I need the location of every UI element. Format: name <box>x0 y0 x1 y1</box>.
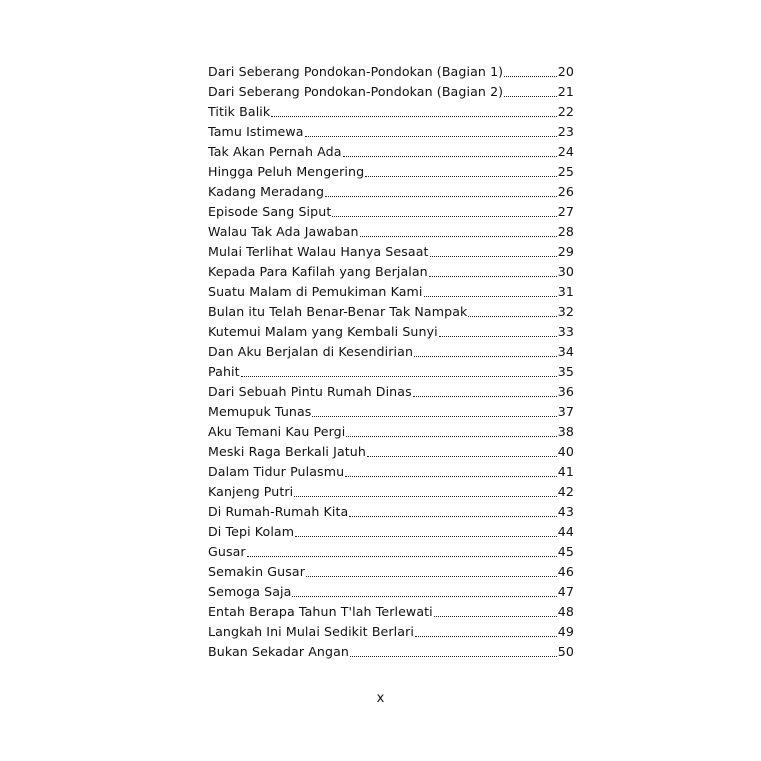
toc-entry <box>208 102 574 122</box>
toc-entry-page-number: 35 <box>557 364 574 379</box>
toc-entry-page-number: 37 <box>557 404 574 419</box>
toc-entry-page-number: 50 <box>557 644 574 659</box>
toc-entry <box>208 322 574 342</box>
dot-leader <box>306 575 557 577</box>
toc-entry <box>208 382 574 402</box>
toc-entry-title: Kepada Para Kafilah yang Berjalan <box>208 264 428 279</box>
toc-entry-title: Dalam Tidur Pulasmu <box>208 464 345 479</box>
dot-leader <box>414 355 557 357</box>
toc-entry-title: Langkah Ini Mulai Sedikit Berlari <box>208 624 414 639</box>
toc-entry-title: Bulan itu Telah Benar-Benar Tak Nampak <box>208 304 468 319</box>
dot-leader <box>439 335 557 337</box>
toc-entry <box>208 542 574 562</box>
toc-entry-page-number: 20 <box>557 64 574 79</box>
toc-entry <box>208 482 574 502</box>
dot-leader <box>312 415 556 417</box>
toc-entry-page-number: 24 <box>557 144 574 159</box>
toc-entry-title: Tamu Istimewa <box>208 124 304 139</box>
toc-entry-title: Dari Seberang Pondokan-Pondokan (Bagian 2) <box>208 84 504 99</box>
toc-entry <box>208 342 574 362</box>
dot-leader <box>295 535 557 537</box>
dot-leader <box>343 155 557 157</box>
toc-entry <box>208 362 574 382</box>
dot-leader <box>429 275 557 277</box>
toc-entry-page-number: 45 <box>557 544 574 559</box>
toc-entry-page-number: 27 <box>557 204 574 219</box>
toc-entry-title: Semoga Saja <box>208 584 292 599</box>
toc-entry-page-number: 28 <box>557 224 574 239</box>
toc-entry-page-number: 42 <box>557 484 574 499</box>
toc-entry-page-number: 29 <box>557 244 574 259</box>
toc-entry <box>208 582 574 602</box>
toc-entry <box>208 262 574 282</box>
toc-entry-title: Entah Berapa Tahun T'lah Terlewati <box>208 604 433 619</box>
page-number: x <box>376 691 385 706</box>
dot-leader <box>430 255 557 257</box>
toc-entry <box>208 222 574 242</box>
toc-entry <box>208 182 574 202</box>
dot-leader <box>415 635 557 637</box>
dot-leader <box>247 555 557 557</box>
dot-leader <box>434 615 557 617</box>
dot-leader <box>305 135 557 137</box>
toc-entry <box>208 562 574 582</box>
toc-entry-title: Bukan Sekadar Angan <box>208 644 350 659</box>
toc-entry-title: Titik Balik <box>208 104 271 119</box>
toc-entry <box>208 122 574 142</box>
toc-entry <box>208 602 574 622</box>
dot-leader <box>292 595 556 597</box>
toc-entry-title: Kanjeng Putri <box>208 484 294 499</box>
toc-entry-title: Aku Temani Kau Pergi <box>208 424 346 439</box>
toc-entry-title: Gusar <box>208 544 246 559</box>
dot-leader <box>325 195 557 197</box>
table-of-contents <box>208 62 574 662</box>
toc-entry-page-number: 40 <box>557 444 574 459</box>
toc-entry <box>208 402 574 422</box>
toc-entry-title: Pahit <box>208 364 240 379</box>
dot-leader <box>504 75 557 77</box>
toc-entry <box>208 282 574 302</box>
toc-entry-title: Dari Seberang Pondokan-Pondokan (Bagian 1) <box>208 64 504 79</box>
toc-entry-title: Episode Sang Siput <box>208 204 332 219</box>
toc-entry-title: Kadang Meradang <box>208 184 325 199</box>
toc-entry-page-number: 36 <box>557 384 574 399</box>
dot-leader <box>504 95 557 97</box>
dot-leader <box>294 495 557 497</box>
dot-leader <box>241 375 557 377</box>
toc-entry-title: Kutemui Malam yang Kembali Sunyi <box>208 324 438 339</box>
toc-entry <box>208 422 574 442</box>
toc-entry <box>208 462 574 482</box>
dot-leader <box>360 235 557 237</box>
toc-entry-title: Tak Akan Pernah Ada <box>208 144 342 159</box>
dot-leader <box>424 295 557 297</box>
toc-entry-page-number: 23 <box>557 124 574 139</box>
toc-entry-title: Hingga Peluh Mengering <box>208 164 365 179</box>
toc-entry-title: Meski Raga Berkali Jatuh <box>208 444 366 459</box>
toc-entry-page-number: 26 <box>557 184 574 199</box>
dot-leader <box>350 655 557 657</box>
toc-entry-page-number: 31 <box>557 284 574 299</box>
toc-entry-page-number: 41 <box>557 464 574 479</box>
toc-entry-page-number: 32 <box>557 304 574 319</box>
toc-entry-title: Dari Sebuah Pintu Rumah Dinas <box>208 384 412 399</box>
toc-entry-page-number: 22 <box>557 104 574 119</box>
toc-entry-title: Dan Aku Berjalan di Kesendirian <box>208 344 414 359</box>
dot-leader <box>345 475 557 477</box>
toc-entry <box>208 142 574 162</box>
toc-entry <box>208 442 574 462</box>
dot-leader <box>468 315 556 317</box>
dot-leader <box>271 115 556 117</box>
toc-entry <box>208 622 574 642</box>
dot-leader <box>349 515 556 517</box>
toc-entry-page-number: 44 <box>557 524 574 539</box>
toc-entry-title: Suatu Malam di Pemukiman Kami <box>208 284 423 299</box>
toc-entry-page-number: 38 <box>557 424 574 439</box>
dot-leader <box>413 395 557 397</box>
toc-entry-page-number: 49 <box>557 624 574 639</box>
toc-entry <box>208 302 574 322</box>
toc-entry-page-number: 43 <box>557 504 574 519</box>
toc-entry-page-number: 34 <box>557 344 574 359</box>
toc-entry-title: Walau Tak Ada Jawaban <box>208 224 359 239</box>
dot-leader <box>332 215 556 217</box>
toc-entry-page-number: 25 <box>557 164 574 179</box>
toc-entry-title: Semakin Gusar <box>208 564 306 579</box>
toc-entry-title: Memupuk Tunas <box>208 404 312 419</box>
toc-entry <box>208 522 574 542</box>
dot-leader <box>365 175 557 177</box>
dot-leader <box>367 455 557 457</box>
toc-entry <box>208 162 574 182</box>
dot-leader <box>346 435 556 437</box>
toc-entry-title: Di Tepi Kolam <box>208 524 295 539</box>
toc-entry-page-number: 48 <box>557 604 574 619</box>
toc-entry-title: Mulai Terlihat Walau Hanya Sesaat <box>208 244 429 259</box>
toc-entry-page-number: 47 <box>557 584 574 599</box>
toc-entry-title: Di Rumah-Rumah Kita <box>208 504 349 519</box>
toc-entry-page-number: 30 <box>557 264 574 279</box>
toc-entry <box>208 62 574 82</box>
toc-entry <box>208 242 574 262</box>
toc-entry <box>208 502 574 522</box>
toc-entry <box>208 642 574 662</box>
toc-entry-page-number: 46 <box>557 564 574 579</box>
toc-entry-page-number: 33 <box>557 324 574 339</box>
toc-entry-page-number: 21 <box>557 84 574 99</box>
toc-entry <box>208 82 574 102</box>
toc-entry <box>208 202 574 222</box>
